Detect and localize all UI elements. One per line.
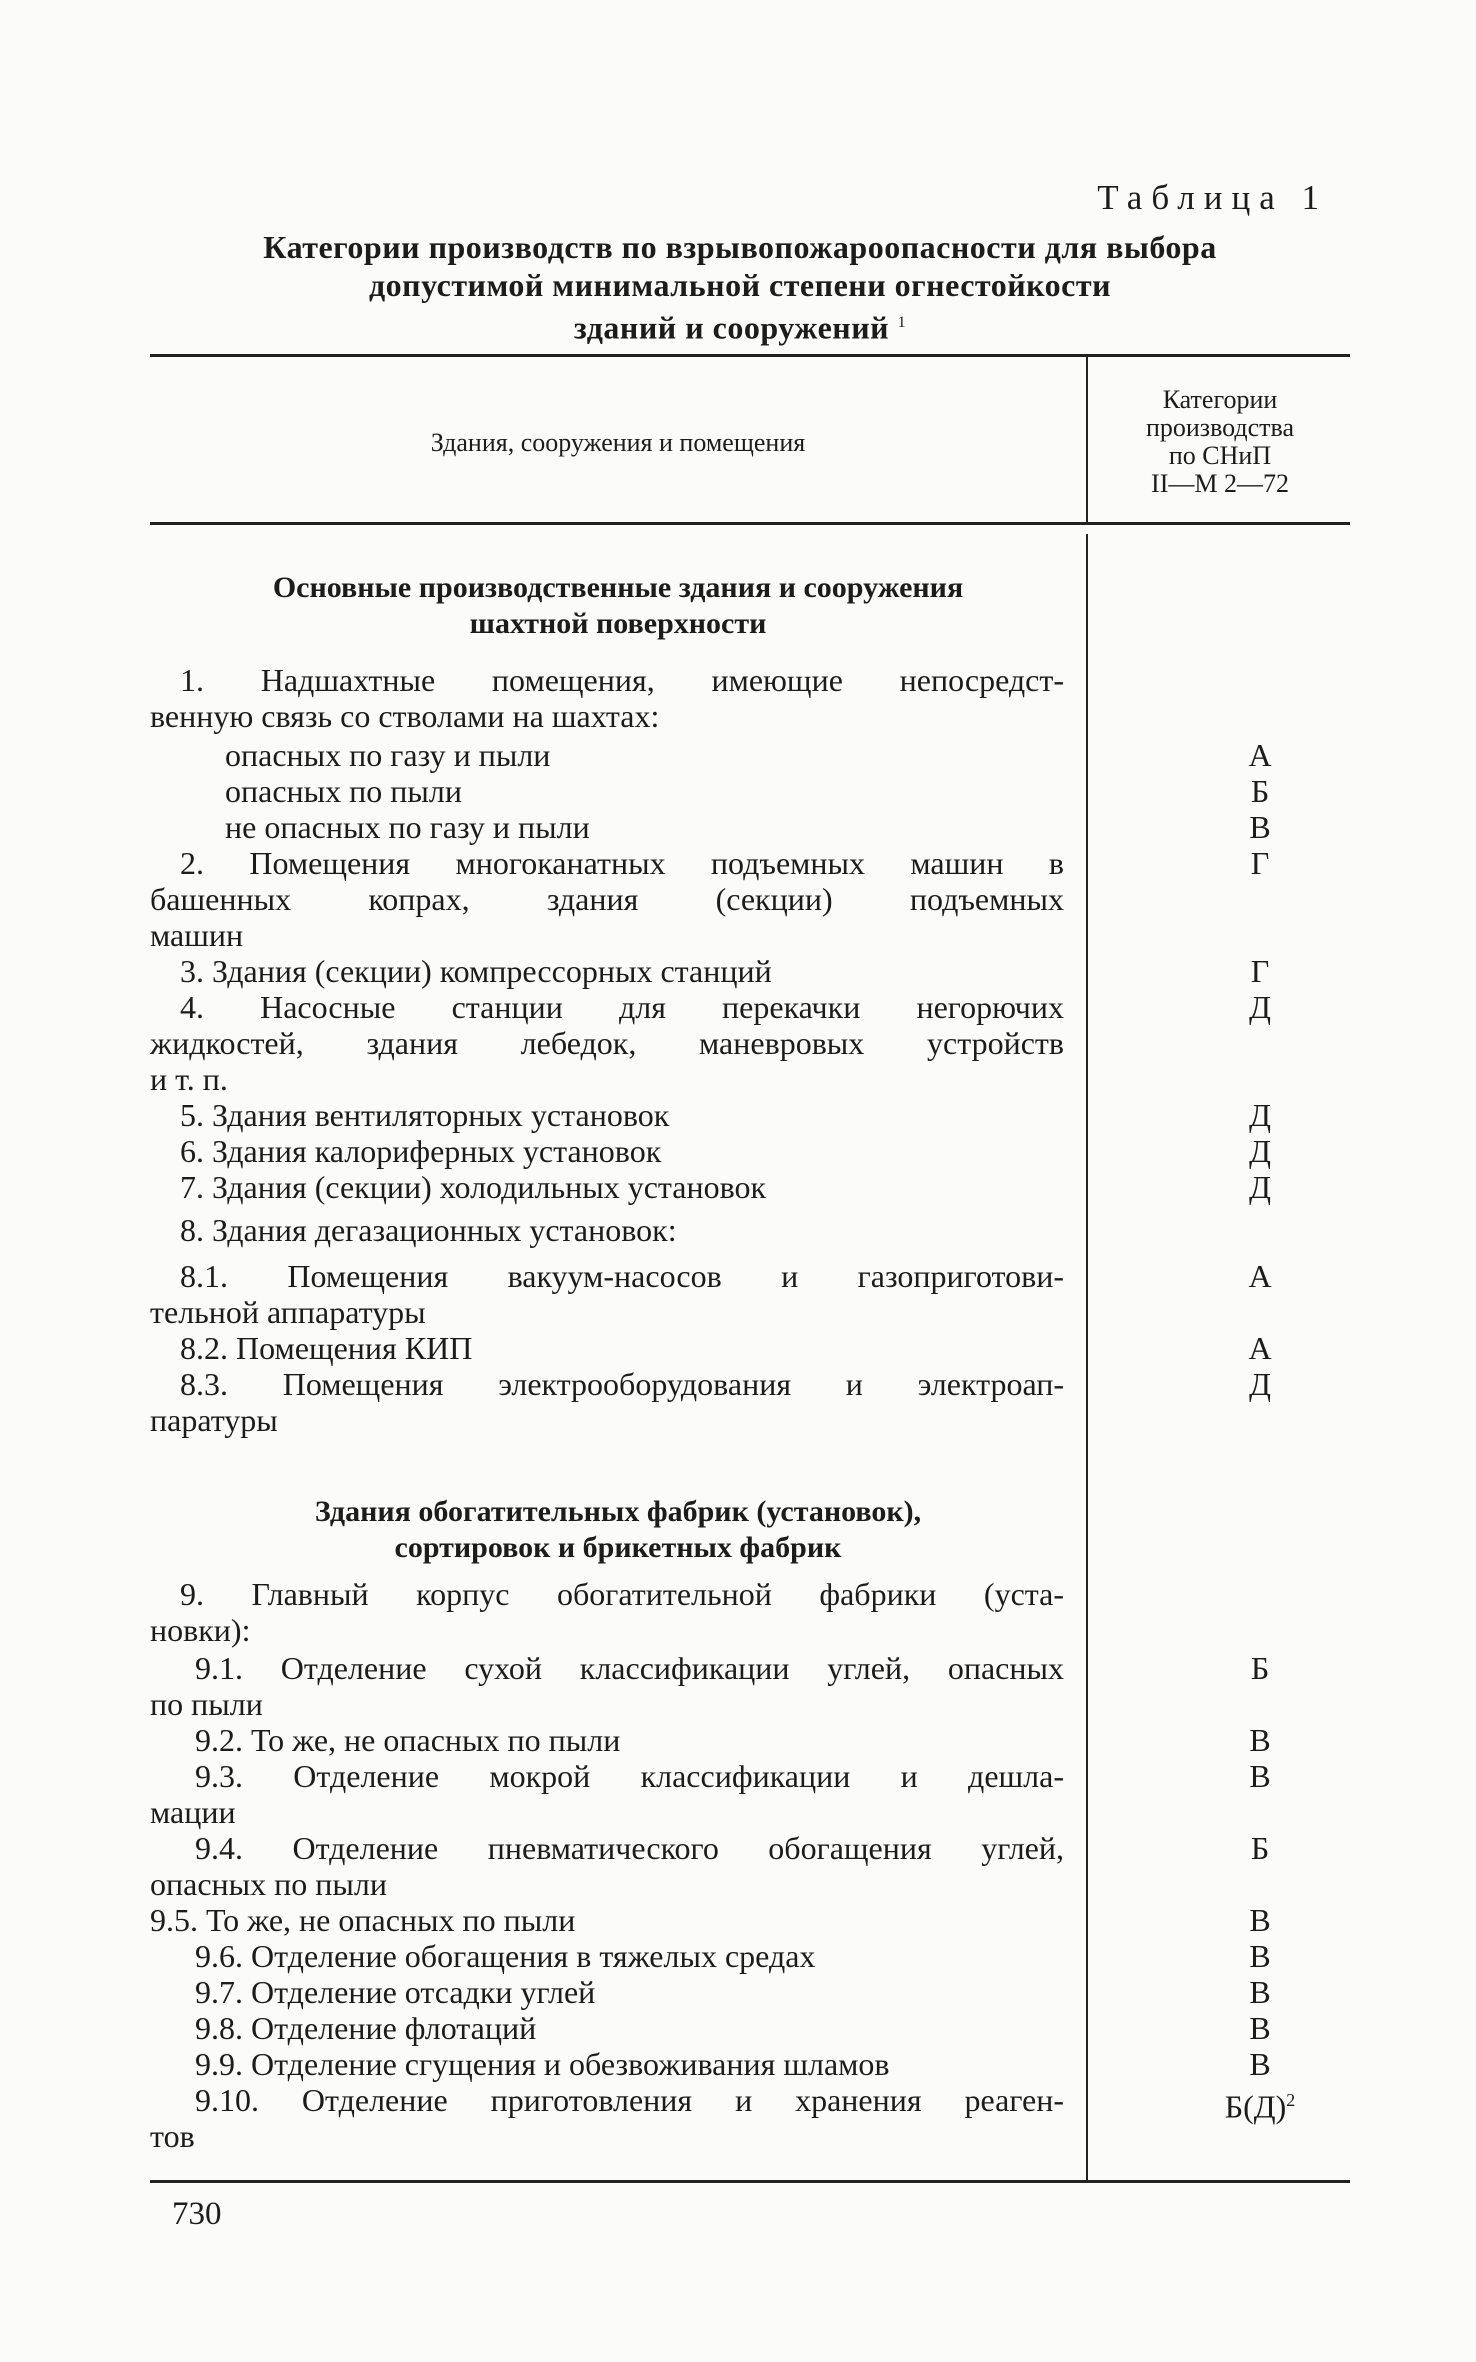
row-category xyxy=(1200,2010,1320,2046)
table-row xyxy=(150,1758,1350,1794)
row-description: 9.10. Отделение приготовления и хранения реаген- xyxy=(195,2082,1064,2118)
row-description: 5. Здания вентиляторных установок xyxy=(180,1097,670,1133)
section-heading-line: шахтной поверхности xyxy=(469,607,767,640)
row-description: 9.1. Отделение сухой классификации углей, опасных xyxy=(195,1650,1064,1686)
row-category xyxy=(1200,809,1320,845)
row-category-value: В xyxy=(1249,1722,1271,1758)
row-category-value: Г xyxy=(1250,845,1270,881)
table-row xyxy=(150,1866,1350,1902)
section-heading-line: сортировок и брикетных фабрик xyxy=(394,1531,842,1564)
table-row xyxy=(150,1938,1350,1974)
row-category xyxy=(1200,1902,1320,1938)
table-row xyxy=(150,1061,1350,1097)
row-category-value: В xyxy=(1249,2010,1271,2046)
table-row xyxy=(150,1830,1350,1866)
section-heading-line: Здания обогатительных фабрик (установок), xyxy=(314,1495,922,1528)
row-description: 1. Надшахтные помещения, имеющие непосредст- xyxy=(180,662,1064,698)
section-heading-line: Основные производственные здания и сооружения xyxy=(272,571,964,604)
row-category xyxy=(1200,1830,1320,1866)
row-description: и т. п. xyxy=(150,1061,228,1097)
table-row xyxy=(150,2082,1350,2125)
row-description: 9.9. Отделение сгущения и обезвоживания шламов xyxy=(195,2046,890,2082)
row-category xyxy=(1200,1650,1320,1686)
title-line-2: допустимой минимальной степени огнестойкости xyxy=(368,267,1112,303)
row-category-value: Д xyxy=(1249,1097,1271,1133)
row-category xyxy=(1200,1974,1320,2010)
row-category xyxy=(1200,1722,1320,1758)
row-description: 2. Помещения многоканатных подъемных машин в xyxy=(180,845,1064,881)
header-column-divider xyxy=(1086,357,1088,522)
row-description: 8. Здания дегазационных установок: xyxy=(180,1212,677,1248)
table-row xyxy=(150,1402,1350,1438)
row-description: жидкостей, здания лебедок, маневровых устройств xyxy=(150,1025,1064,1061)
row-category xyxy=(1200,1758,1320,1794)
row-description: 9.7. Отделение отсадки углей xyxy=(195,1974,596,2010)
table-bottom-rule xyxy=(150,2180,1350,2183)
row-category xyxy=(1200,989,1320,1025)
row-description: башенных копрах, здания (секции) подъемных xyxy=(150,881,1064,917)
row-description: 9.2. То же, не опасных по пыли xyxy=(195,1722,621,1758)
table-row xyxy=(150,2118,1350,2154)
title-footnote-mark: 1 xyxy=(897,314,907,331)
table-row xyxy=(150,773,1350,809)
row-category-value: Д xyxy=(1249,1366,1271,1402)
row-category-value: В xyxy=(1249,809,1271,845)
row-category-value: Д xyxy=(1249,1169,1271,1205)
table-row xyxy=(150,989,1350,1025)
title-line-3-text: зданий и сооружений xyxy=(573,309,890,346)
table-top-rule xyxy=(150,354,1350,357)
row-description: новки): xyxy=(150,1612,251,1648)
row-description: 7. Здания (секции) холодильных установок xyxy=(180,1169,767,1205)
row-category-value: В xyxy=(1249,2046,1271,2082)
table-row xyxy=(150,662,1350,698)
row-description: опасных по пыли xyxy=(225,773,462,809)
row-category-value: Б(Д) xyxy=(1224,2088,1287,2125)
table-row xyxy=(150,881,1350,917)
table-row xyxy=(150,1974,1350,2010)
row-category-value: В xyxy=(1249,1974,1271,2010)
row-category xyxy=(1200,1366,1320,1402)
row-description: 9.8. Отделение флотаций xyxy=(195,2010,537,2046)
row-category xyxy=(1200,1097,1320,1133)
row-description: машин xyxy=(150,917,244,953)
row-description: тельной аппаратуры xyxy=(150,1294,426,1330)
header-bottom-rule xyxy=(150,522,1350,525)
row-category xyxy=(1200,953,1320,989)
row-category-value: А xyxy=(1248,737,1272,773)
column-header-category-line: производства xyxy=(1145,413,1295,442)
table-row xyxy=(150,737,1350,773)
table-row xyxy=(150,1794,1350,1830)
column-header-buildings: Здания, сооружения и помещения xyxy=(430,428,806,457)
row-category xyxy=(1200,1330,1320,1366)
row-description: опасных по газу и пыли xyxy=(225,737,551,773)
title-line-1: Категории производств по взрывопожароопасности для выбора xyxy=(263,229,1217,265)
row-category xyxy=(1200,845,1320,881)
table-row xyxy=(150,1133,1350,1169)
row-category-value: В xyxy=(1249,1758,1271,1794)
table-row xyxy=(150,1902,1350,1938)
table-row xyxy=(150,1330,1350,1366)
row-description: паратуры xyxy=(150,1402,278,1438)
row-category-value: А xyxy=(1248,1330,1272,1366)
table-row xyxy=(150,1169,1350,1205)
row-category xyxy=(1200,773,1320,809)
row-category-value: Г xyxy=(1250,953,1270,989)
row-category-value: А xyxy=(1248,1258,1272,1294)
table-row xyxy=(150,1686,1350,1722)
page-number: 730 xyxy=(172,2196,222,2232)
table-row xyxy=(150,1025,1350,1061)
table-row xyxy=(150,1722,1350,1758)
section-heading-mine-surface xyxy=(150,570,1086,642)
column-header-category-line: по СНиП xyxy=(1168,441,1272,470)
table-row xyxy=(150,1650,1350,1686)
row-description: по пыли xyxy=(150,1686,263,1722)
column-header-category xyxy=(1090,386,1350,498)
row-description: венную связь со стволами на шахтах: xyxy=(150,698,660,734)
row-description: 9.5. То же, не опасных по пыли xyxy=(150,1902,576,1938)
table-row xyxy=(150,698,1350,734)
section-heading-processing-plants xyxy=(150,1494,1086,1566)
row-category xyxy=(1200,1938,1320,1974)
table-row xyxy=(150,1294,1350,1330)
row-description: тов xyxy=(150,2118,195,2154)
row-footnote-mark: 2 xyxy=(1286,2090,1296,2110)
row-description: 8.1. Помещения вакуум-насосов и газоприготови- xyxy=(180,1258,1064,1294)
table-row xyxy=(150,1366,1350,1402)
row-category xyxy=(1200,1258,1320,1294)
row-description: 8.3. Помещения электрооборудования и электроап- xyxy=(180,1366,1064,1402)
row-description: 6. Здания калориферных установок xyxy=(180,1133,662,1169)
table-row xyxy=(150,809,1350,845)
row-category-value: Б xyxy=(1250,773,1270,809)
table-row xyxy=(150,1612,1350,1648)
table-row xyxy=(150,2010,1350,2046)
row-description: опасных по пыли xyxy=(150,1866,387,1902)
table-title xyxy=(150,228,1330,347)
table-row xyxy=(150,845,1350,881)
row-category-value: В xyxy=(1249,1938,1271,1974)
row-description: 3. Здания (секции) компрессорных станций xyxy=(180,953,772,989)
row-category-value: Д xyxy=(1249,1133,1271,1169)
row-category-value: Д xyxy=(1249,989,1271,1025)
column-header-category-line: II—М 2—72 xyxy=(1151,469,1289,498)
table-row xyxy=(150,2046,1350,2082)
table-row xyxy=(150,1576,1350,1612)
row-description: 9.3. Отделение мокрой классификации и дешла- xyxy=(195,1758,1064,1794)
column-header-category-line: Категории xyxy=(1162,385,1278,414)
row-category-value: В xyxy=(1249,1902,1271,1938)
row-description: 4. Насосные станции для перекачки негорючих xyxy=(180,989,1064,1025)
row-category xyxy=(1200,1169,1320,1205)
row-description: не опасных по газу и пыли xyxy=(225,809,590,845)
row-category xyxy=(1200,1133,1320,1169)
table-row xyxy=(150,1258,1350,1294)
row-category xyxy=(1200,2046,1320,2082)
row-description: мации xyxy=(150,1794,236,1830)
row-description: 9.4. Отделение пневматического обогащения углей, xyxy=(195,1830,1064,1866)
table-row xyxy=(150,917,1350,953)
row-category xyxy=(1200,737,1320,773)
row-description: 9. Главный корпус обогатительной фабрики (уста- xyxy=(180,1576,1064,1612)
row-category-value: Б xyxy=(1250,1650,1270,1686)
table-row xyxy=(150,1097,1350,1133)
table-label: Таблица 1 xyxy=(1097,178,1328,217)
table-row xyxy=(150,1212,1350,1248)
row-description: 9.6. Отделение обогащения в тяжелых средах xyxy=(195,1938,816,1974)
row-description: 8.2. Помещения КИП xyxy=(180,1330,473,1366)
row-category-value: Б xyxy=(1250,1830,1270,1866)
title-line-3 xyxy=(150,304,1330,347)
table-row xyxy=(150,953,1350,989)
